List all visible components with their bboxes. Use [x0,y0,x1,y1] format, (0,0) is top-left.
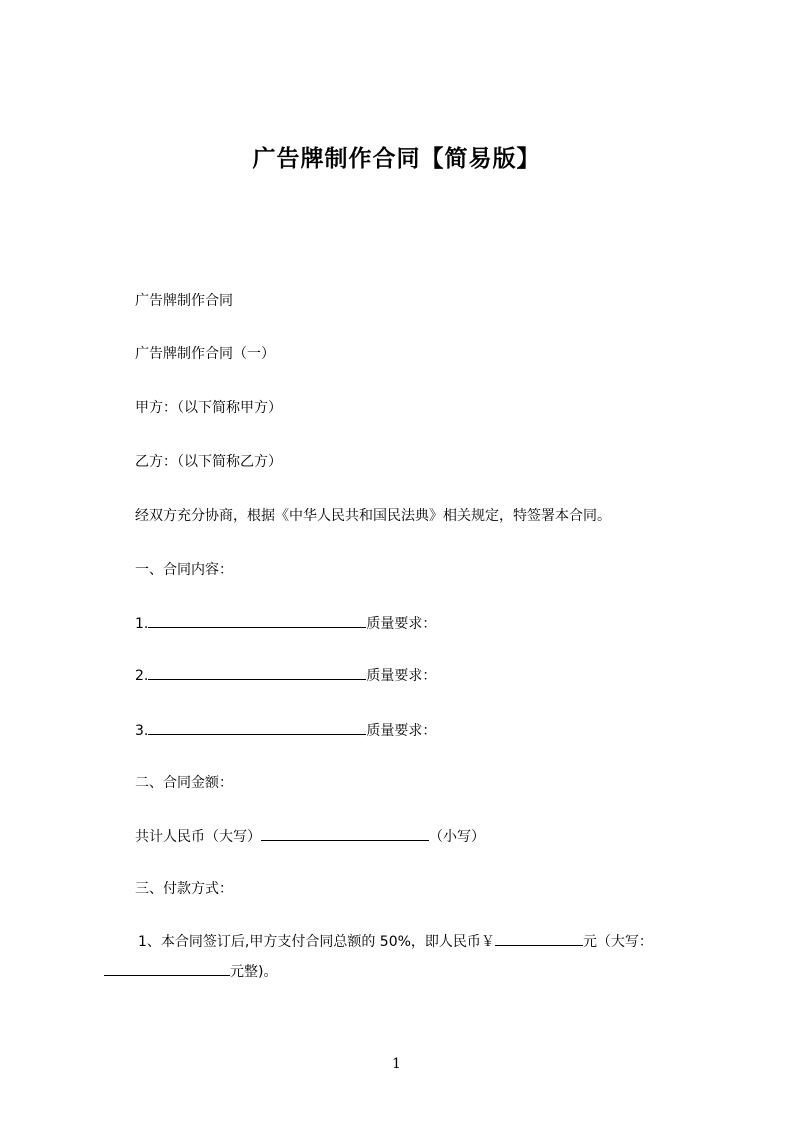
content-item-1 [135,613,436,634]
amount-blank-line [261,826,429,841]
page-number: 1 [392,1056,401,1072]
section-contract-amount: 二、合同金额： [135,775,233,791]
item-number: 1. [135,616,149,632]
section-contract-content: 一、合同内容： [135,562,233,578]
contract-heading: 广告牌制作合同 [135,293,233,309]
amount-line [135,826,485,847]
document-title: 广告牌制作合同【简易版】 [252,146,541,172]
preamble-paragraph: 经双方充分协商，根据《中华人民共和国民法典》相关规定，特签署本合同。 [135,508,611,524]
section-payment-method: 三、付款方式： [135,881,233,897]
content-item-3 [135,720,436,741]
party-b-line: 乙方：（以下简称乙方） [135,454,282,470]
item-quality-label: 质量要求： [366,616,437,632]
item-blank-line [148,613,366,628]
payment-text-b: 元（大写： [582,934,653,950]
item-number: 2. [135,668,149,684]
party-a-line: 甲方：（以下简称甲方） [135,400,282,416]
item-blank-line [148,720,366,735]
amount-suffix: （小写） [429,829,485,845]
payment-amount-blank [495,931,583,946]
payment-text-a: 1、本合同签订后,甲方支付合同总额的 50%，即人民币￥ [138,934,495,950]
payment-clause-1 [104,927,712,987]
item-blank-line [148,665,366,680]
contract-subheading: 广告牌制作合同（一） [135,346,275,362]
item-number: 3. [135,723,149,739]
content-item-2 [135,665,436,686]
item-quality-label: 质量要求： [366,723,437,739]
payment-text-c: 元整)。 [230,964,278,980]
item-quality-label: 质量要求： [366,668,437,684]
payment-daxie-blank [104,961,230,976]
amount-prefix: 共计人民币（大写） [135,829,261,845]
